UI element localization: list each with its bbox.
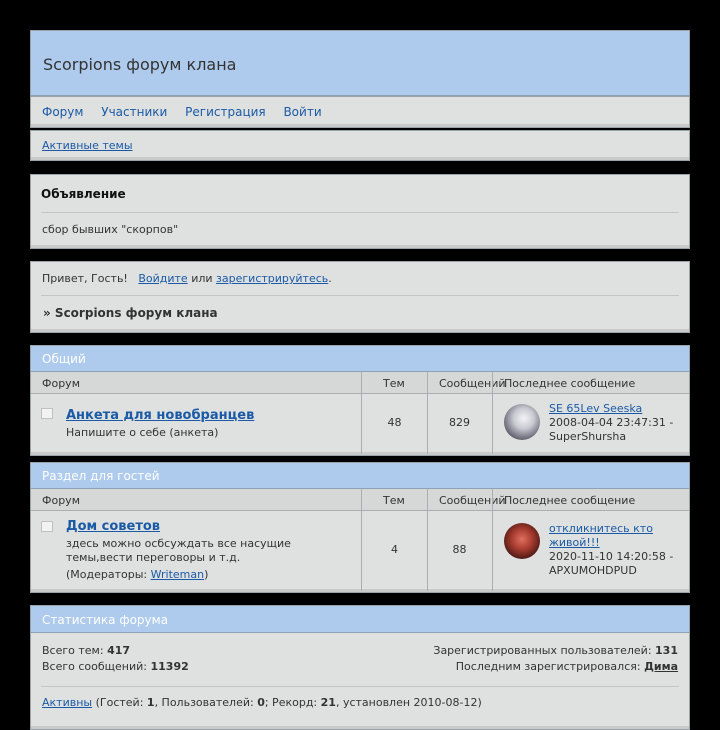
announcement-box xyxy=(30,174,690,249)
col-forum: Форум xyxy=(42,494,80,507)
record-label: ; Рекорд: xyxy=(264,696,318,709)
user-avatar[interactable] xyxy=(504,523,540,559)
moderators-end: ) xyxy=(204,568,209,581)
users-online-label: , Пользователей: xyxy=(154,696,254,709)
users-online-value: 0 xyxy=(257,696,265,709)
stats-newest-label: Последним зарегистрировался: xyxy=(455,660,641,673)
active-topics-link[interactable]: Активные темы xyxy=(42,139,133,152)
last-post-info: 2008-04-04 23:47:31 - SuperShursha xyxy=(549,416,674,443)
col-topics: Тем xyxy=(383,377,405,390)
active-topics-bar xyxy=(30,130,690,161)
breadcrumb: » Scorpions форум клана xyxy=(43,306,218,320)
guests-label: (Гостей: xyxy=(95,696,144,709)
record-value: 21 xyxy=(320,696,336,709)
forum-title-link[interactable]: Дом советов xyxy=(66,519,161,534)
nav-forum-link[interactable]: Форум xyxy=(42,105,84,119)
stats-topics xyxy=(42,644,130,657)
forum-row xyxy=(31,394,689,454)
forum-posts-count: 88 xyxy=(452,543,467,556)
forum-status-icon xyxy=(41,408,53,419)
announcement-text: сбор бывших "скорпов" xyxy=(42,223,179,236)
forum-status-icon xyxy=(41,521,53,532)
col-last: Последнее сообщение xyxy=(504,494,636,507)
nav-login-link[interactable]: Войти xyxy=(283,105,322,119)
stats-newest-user xyxy=(456,660,678,673)
forum-topics-count: 4 xyxy=(391,543,398,556)
col-topics: Тем xyxy=(383,494,405,507)
forum-title[interactable]: Scorpions форум клана xyxy=(43,55,237,74)
col-posts: Сообщений xyxy=(439,494,506,507)
forum-title-link[interactable]: Анкета для новобранцев xyxy=(66,408,255,423)
stats-users-label: Зарегистрированных пользователей: xyxy=(433,644,652,657)
col-last: Последнее сообщение xyxy=(504,377,636,390)
category-title: Раздел для гостей xyxy=(31,463,689,489)
register-link[interactable]: зарегистрируйтесь xyxy=(216,272,329,285)
forum-description: здесь можно осбсуждать все насущие темы,вести переговоры и т.д. xyxy=(66,537,291,564)
greeting-line xyxy=(42,272,332,285)
forum-row xyxy=(31,511,689,591)
nav-register-link[interactable]: Регистрация xyxy=(185,105,266,119)
forum-topics-count: 48 xyxy=(387,416,402,429)
greeting-or: или xyxy=(191,272,213,285)
stats-posts-value: 11392 xyxy=(150,660,189,673)
stats-users-value: 131 xyxy=(655,644,678,657)
forum-moderators xyxy=(66,568,306,582)
stats-posts-label: Всего сообщений: xyxy=(42,660,147,673)
welcome-box xyxy=(30,261,690,333)
col-posts: Сообщений xyxy=(439,377,506,390)
guests-value: 1 xyxy=(146,696,155,709)
last-post-link[interactable]: SE 65Lev Seeska xyxy=(549,402,643,415)
category-guests xyxy=(30,462,690,593)
category-title: Общий xyxy=(31,346,689,372)
divider xyxy=(41,212,679,213)
greeting-dot: . xyxy=(328,272,332,285)
last-post-info: 2020-11-10 14:20:58 - APXUMOHDPUD xyxy=(549,550,674,577)
record-date: , установлен 2010-08-12) xyxy=(335,696,482,709)
greeting-text: Привет, Гость! xyxy=(42,272,128,285)
category-general xyxy=(30,345,690,456)
forum-description: Напишите о себе (анкета) xyxy=(66,426,219,439)
user-avatar[interactable] xyxy=(504,404,540,440)
divider xyxy=(41,295,679,296)
forum-header xyxy=(30,30,690,96)
column-headers xyxy=(31,372,689,394)
stats-title: Статистика форума xyxy=(31,606,689,633)
main-navbar xyxy=(30,96,690,128)
divider xyxy=(41,686,679,687)
newest-user-link[interactable]: Дима xyxy=(644,660,678,673)
forum-statistics xyxy=(30,605,690,730)
last-post-link[interactable]: откликнитесь кто живой!!! xyxy=(549,522,653,549)
announcement-heading: Объявление xyxy=(41,187,126,201)
stats-posts xyxy=(42,660,189,673)
moderator-link[interactable]: Writeman xyxy=(150,568,205,581)
col-forum: Форум xyxy=(42,377,80,390)
column-headers xyxy=(31,489,689,511)
stats-users xyxy=(433,644,678,657)
moderators-label: (Модераторы: xyxy=(66,568,148,581)
stats-topics-value: 417 xyxy=(107,644,131,657)
online-users-link[interactable]: Активны xyxy=(42,696,93,709)
login-link[interactable]: Войдите xyxy=(138,272,188,285)
forum-posts-count: 829 xyxy=(449,416,470,429)
nav-members-link[interactable]: Участники xyxy=(101,105,168,119)
online-stats xyxy=(42,696,482,709)
stats-topics-label: Всего тем: xyxy=(42,644,104,657)
